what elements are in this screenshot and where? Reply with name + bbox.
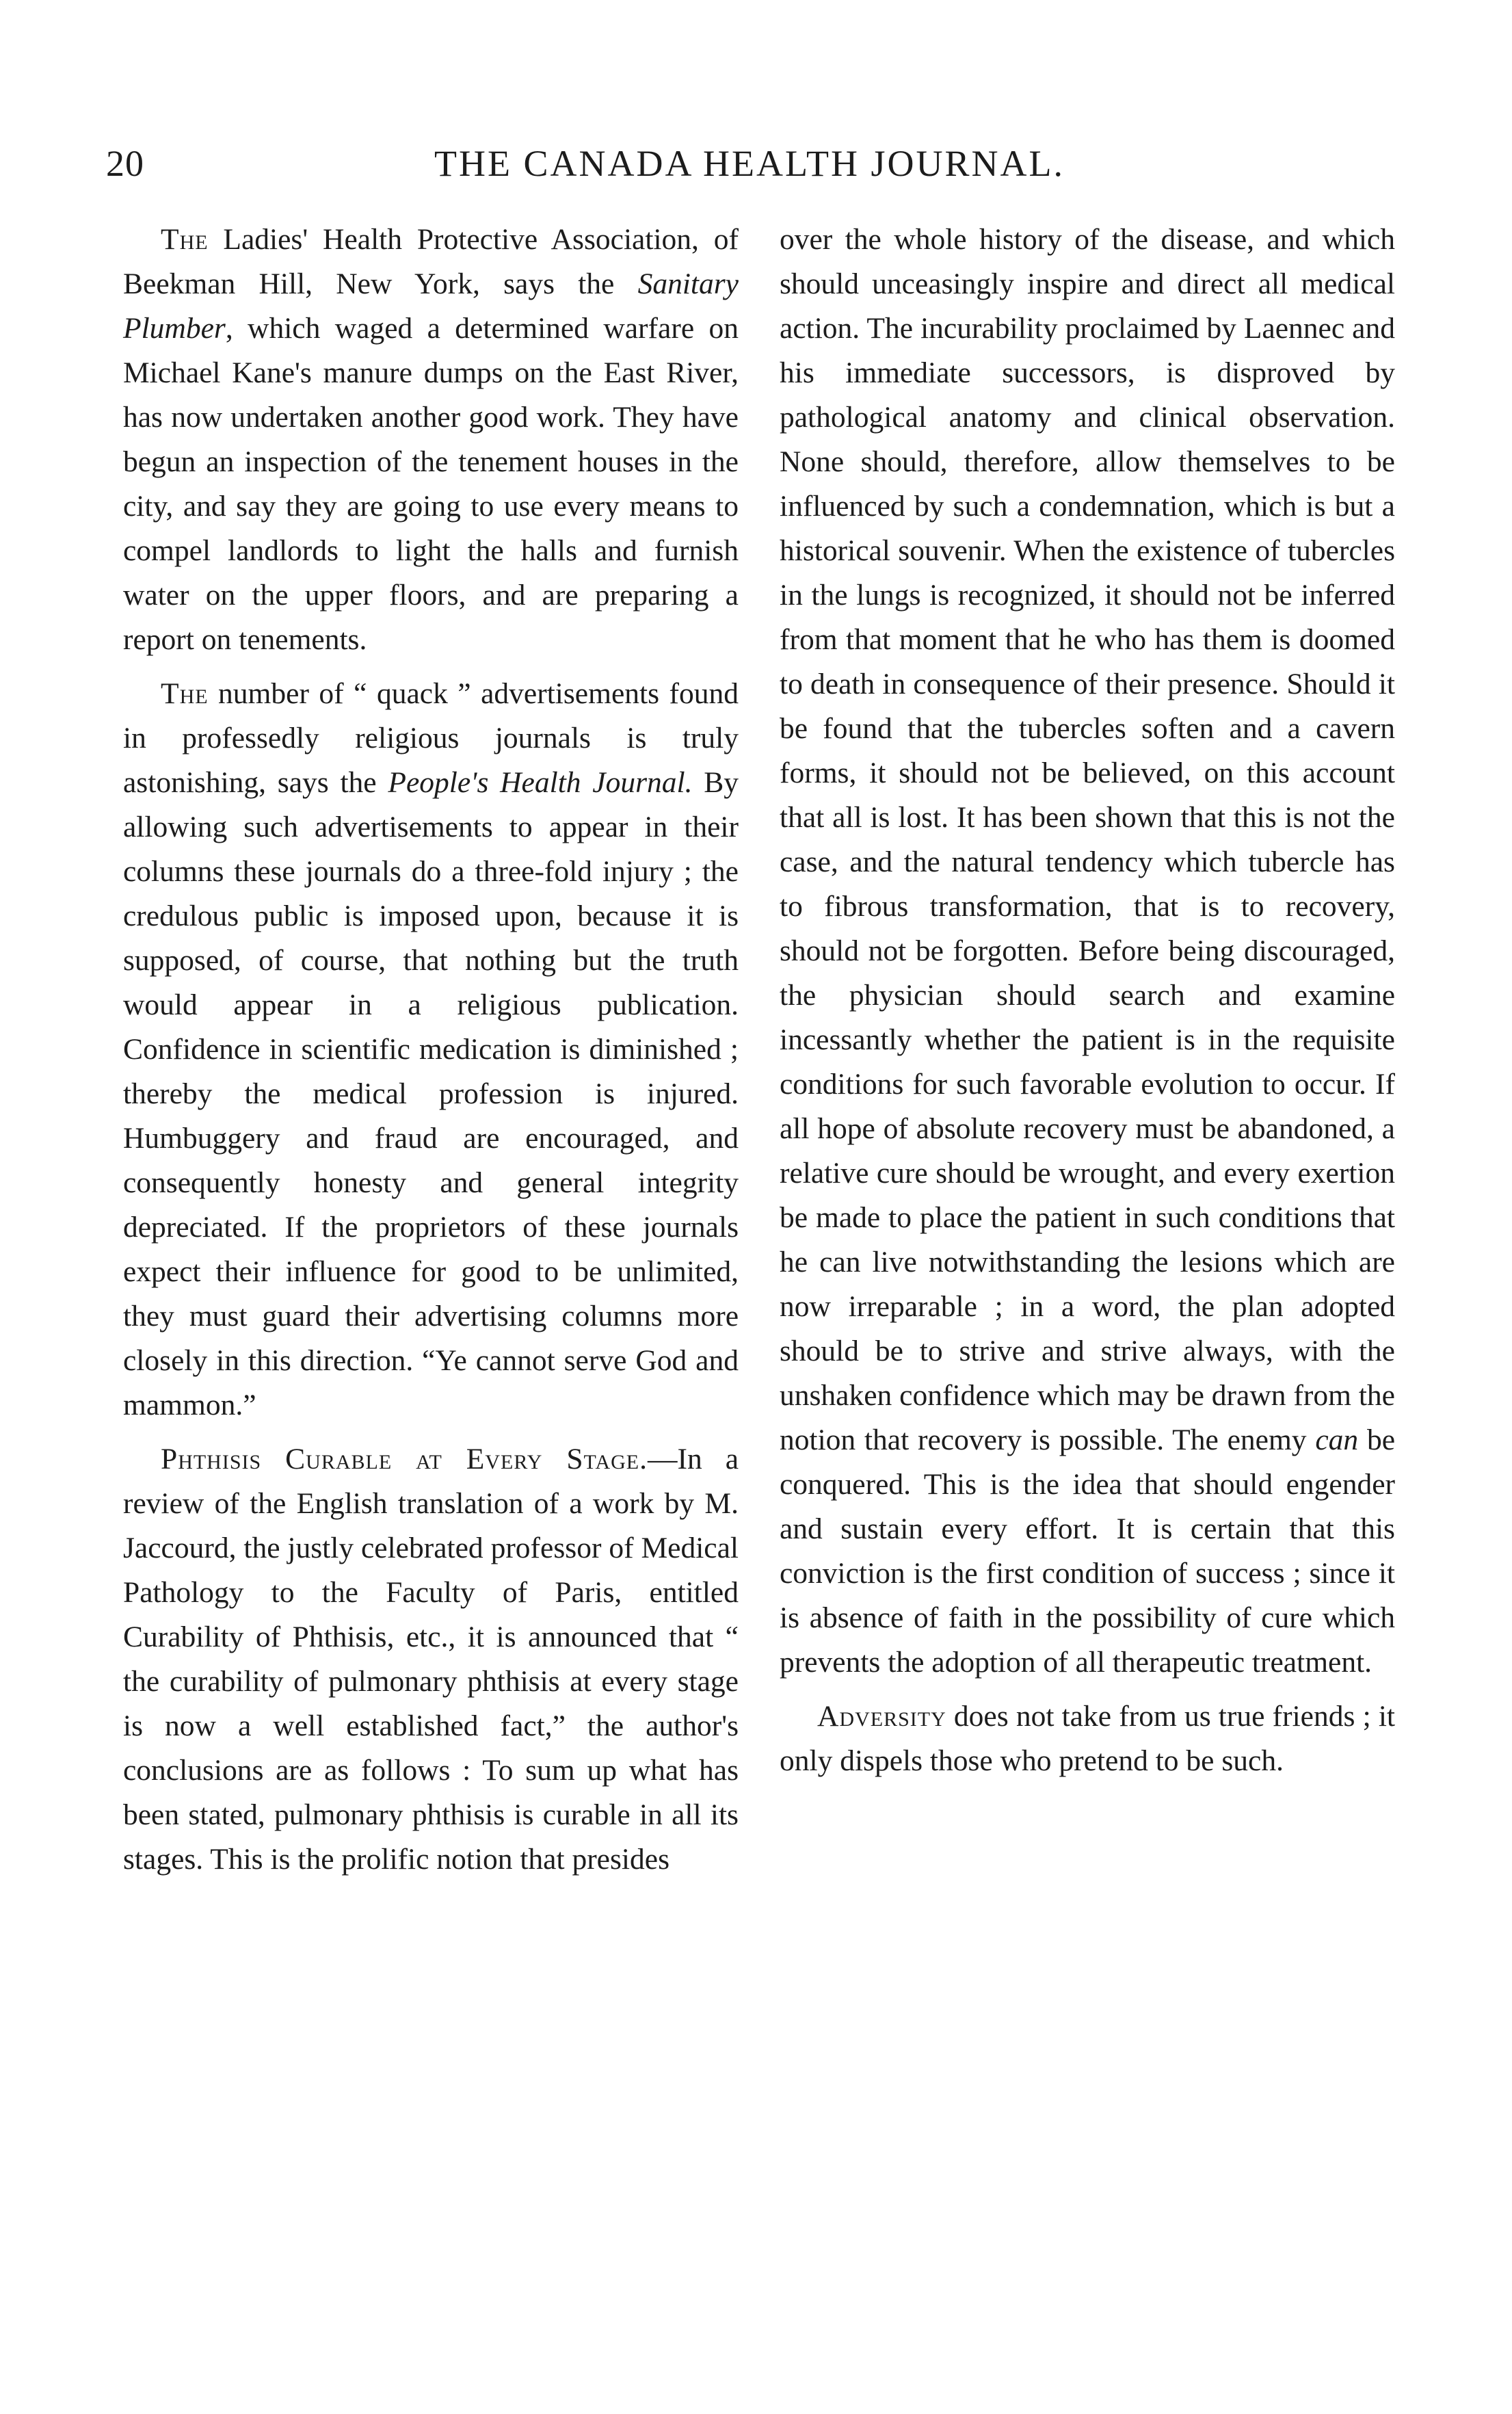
paragraph-phthisis-continued [780, 218, 1395, 1685]
italic-word: can [1315, 1424, 1359, 1456]
paragraph-phthisis-curable [123, 1437, 739, 1882]
paragraph-text: does not take from us true friends ; it only dispels those who pretend to be such. [780, 1700, 1395, 1777]
paragraph-text: By allowing such advertisements to appear in their columns these journals do a three-fold injury ; the credulous public is imposed upon, because it is supposed, of course, that nothing but the truth would appear in a religious publication. Confidence in scientific medication is diminished ; thereby the medical profession is injured. Humbuggery and fraud are encouraged, and consequently honesty and general integrity depreciated. If the proprietors of these journals expect their influence for good to be unlimited, they must guard their advertising columns more closely in this direction. “Ye cannot serve God and mammon.” [123, 766, 739, 1421]
paragraph-lead-word: The [161, 223, 209, 256]
paragraph-text: be conquered. This is the idea that should engender and sustain every effort. It is certain that this conviction is the first condition of success ; since it is absence of faith in the possibility of cure which prevents the adoption of all therapeutic treatment. [780, 1424, 1396, 1679]
section-heading: Phthisis Curable at Every Stage. [161, 1443, 648, 1475]
page-number: 20 [106, 143, 144, 184]
paragraph-text: Ladies' Health Protective Association, of Beekman Hill, New York, says the [123, 223, 739, 300]
paragraph-health-protective-association [123, 218, 739, 662]
page-header [106, 142, 1385, 197]
italic-title: Sanitary Plumber [123, 267, 739, 345]
paragraph-quack-advertisements [123, 672, 739, 1428]
italic-title: People's Health Journal. [388, 766, 693, 799]
paragraph-adversity [780, 1694, 1395, 1783]
paragraph-lead-word: The [161, 677, 209, 710]
right-column [780, 218, 1395, 1783]
paragraph-text: —In a review of the English translation of a work by M. Jaccourd, the justly celebrated professor of Medical Pathology to the Faculty of Paris, entitled Curability of Phthisis, etc., it is announced that “ the curability of pulmonary phthisis at every stage is now a well established fact,” the author's conclusions are as follows : To sum up what has been stated, pulmonary phthisis is curable in all its stages. This is the prolific notion that presides [123, 1443, 739, 1876]
paragraph-text: over the whole history of the disease, and which should unceasingly inspire and direct all medical action. The incurability proclaimed by Laennec and his immediate successors, is disproved by pathological anatomy and clinical observation. None should, therefore, allow themselves to be influenced by such a condemnation, which is but a historical souvenir. When the existence of tubercles in the lungs is recognized, it should not be inferred from that moment that he who has them is doomed to death in consequence of their presence. Should it be found that the tubercles soften and a cavern forms, it should not be believed, on this account that all is lost. It has been shown that this is not the case, and the natural tendency which tubercle has to fibrous transformation, that is to recovery, should not be forgotten. Before being discouraged, the physician should search and examine incessantly whether the patient is in the requisite conditions for such favorable evolution to occur. If all hope of absolute recovery must be abandoned, a relative cure should be wrought, and every exertion be made to place the patient in such conditions that he can live notwithstanding the lesions which are now irreparable ; in a word, the plan adopted should be to strive and strive always, with the unshaken confidence which may be drawn from the notion that recovery is possible. The enemy [780, 223, 1395, 1456]
paragraph-text: , which waged a determined warfare on Michael Kane's manure dumps on the East River, has now undertaken another good work. They have begun an inspection of the tenement houses in the city, and say they are going to use every means to compel landlords to light the halls and furnish water on the upper floors, and are preparing a report on tenements. [123, 312, 739, 656]
left-column [123, 218, 739, 1882]
paragraph-lead-word: Adversity [817, 1700, 946, 1733]
paragraph-text: number of “ quack ” advertisements found in professedly religious journals is truly astonishing, says the [123, 677, 739, 799]
journal-title: THE CANADA HEALTH JOURNAL. [434, 143, 1065, 184]
